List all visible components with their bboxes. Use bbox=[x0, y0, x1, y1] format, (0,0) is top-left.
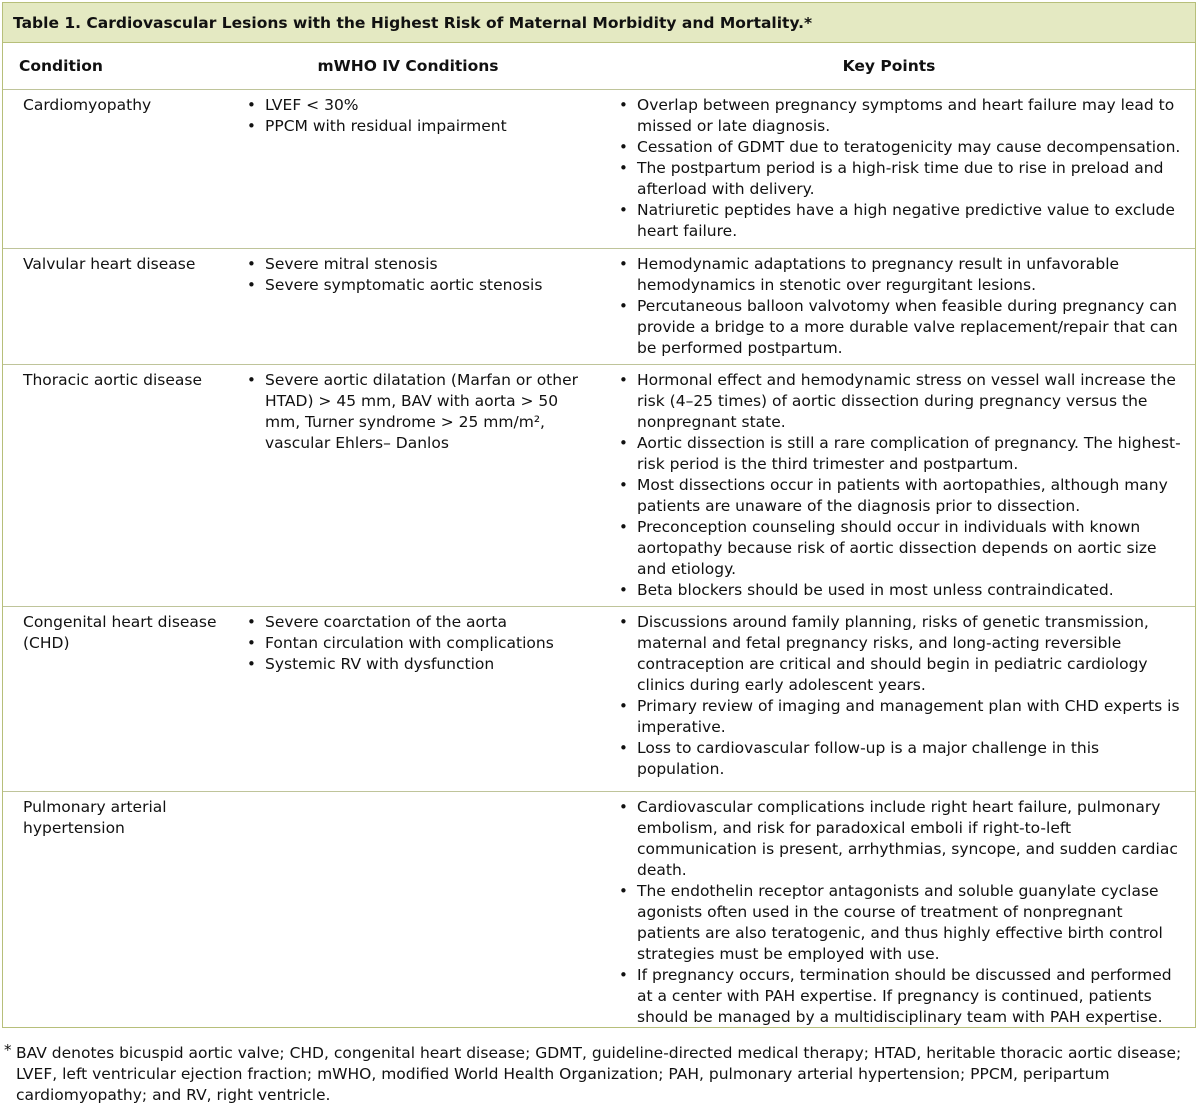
mwho-cell bbox=[233, 249, 603, 364]
table-title: Table 1. Cardiovascular Lesions with the Highest Risk of Maternal Morbidity and Mortality.* bbox=[3, 3, 1195, 43]
header-mwho: mWHO IV Conditions bbox=[317, 57, 499, 75]
list-item: • Most dissections occur in patients with aortopathies, although many patients are unaware of the diagnosis prior to dissection. bbox=[619, 475, 1181, 517]
list-item: • Discussions around family planning, risks of genetic transmission, maternal and fetal pregnancy risks, and long-acting reversible contraception are critical and should begin in pediatric cardiology clinics during early adolescent years. bbox=[619, 612, 1181, 696]
list-item: • Systemic RV with dysfunction bbox=[247, 654, 593, 675]
mwho-cell bbox=[233, 607, 603, 791]
footnote-mark: * bbox=[4, 1041, 12, 1059]
key-points-cell bbox=[603, 90, 1195, 248]
list-item: • Severe aortic dilatation (Marfan or other HTAD) > 45 mm, BAV with aorta > 50 mm, Turner syndrome > 25 mm/m², vascular Ehlers– Danlos bbox=[247, 370, 593, 454]
key-points-cell bbox=[603, 365, 1195, 606]
list-item: • Severe coarctation of the aorta bbox=[247, 612, 593, 633]
footnote-text: BAV denotes bicuspid aortic valve; CHD, congenital heart disease; GDMT, guideline-directed medical therapy; HTAD, heritable thoracic aortic disease; LVEF, left ventricular ejection fraction; mWHO, modified World Health Organization; PAH, pulmonary arterial hypertension; PPCM, peripartum cardiomyopathy; and RV, right ventricle. bbox=[16, 1044, 1182, 1104]
key-points-cell bbox=[603, 792, 1195, 1026]
condition-cell: Congenital heart disease (CHD) bbox=[23, 613, 217, 652]
header-key-points: Key Points bbox=[842, 57, 936, 75]
condition-cell: Cardiomyopathy bbox=[23, 96, 152, 114]
list-item: • If pregnancy occurs, termination should be discussed and performed at a center with PAH expertise. If pregnancy is continued, patients should be managed by a multidisciplinary team with PAH expertise. bbox=[619, 965, 1181, 1028]
header-condition: Condition bbox=[19, 57, 103, 75]
list-item: • Preconception counseling should occur in individuals with known aortopathy because risk of aortic dissection depends on aortic size and etiology. bbox=[619, 517, 1181, 580]
list-item: • Cardiovascular complications include right heart failure, pulmonary embolism, and risk for paradoxical emboli if right-to-left communication is present, arrhythmias, syncope, and sudden cardiac death. bbox=[619, 797, 1181, 881]
condition-cell: Thoracic aortic disease bbox=[23, 371, 202, 389]
mwho-cell bbox=[233, 792, 603, 1026]
mwho-cell bbox=[233, 90, 603, 248]
list-item: • Severe symptomatic aortic stenosis bbox=[247, 275, 593, 296]
table-header-row bbox=[3, 43, 1195, 90]
list-item: • Primary review of imaging and management plan with CHD experts is imperative. bbox=[619, 696, 1181, 738]
list-item: • Hormonal effect and hemodynamic stress on vessel wall increase the risk (4–25 times) of aortic dissection during pregnancy versus the nonpregnant state. bbox=[619, 370, 1181, 433]
table-row bbox=[3, 792, 1195, 1026]
list-item: • Severe mitral stenosis bbox=[247, 254, 593, 275]
list-item: • Natriuretic peptides have a high negative predictive value to exclude heart failure. bbox=[619, 200, 1181, 242]
list-item: • The postpartum period is a high-risk time due to rise in preload and afterload with delivery. bbox=[619, 158, 1181, 200]
list-item: • Beta blockers should be used in most unless contraindicated. bbox=[619, 580, 1181, 601]
list-item: • LVEF < 30% bbox=[247, 95, 593, 116]
key-points-cell bbox=[603, 607, 1195, 791]
list-item: • Cessation of GDMT due to teratogenicity may cause decompensation. bbox=[619, 137, 1181, 158]
table-footnote bbox=[4, 1043, 1194, 1106]
list-item: • Overlap between pregnancy symptoms and heart failure may lead to missed or late diagnosis. bbox=[619, 95, 1181, 137]
list-item: • Percutaneous balloon valvotomy when feasible during pregnancy can provide a bridge to a more durable valve replacement/repair that can be performed postpartum. bbox=[619, 296, 1181, 359]
key-points-cell bbox=[603, 249, 1195, 364]
list-item: • The endothelin receptor antagonists and soluble guanylate cyclase agonists often used in the course of treatment of nonpregnant patients are also teratogenic, and thus highly effective birth control strategies must be employed with use. bbox=[619, 881, 1181, 965]
table-row bbox=[3, 90, 1195, 249]
table-row bbox=[3, 365, 1195, 607]
list-item: • Aortic dissection is still a rare complication of pregnancy. The highest-risk period is the third trimester and postpartum. bbox=[619, 433, 1181, 475]
list-item: • PPCM with residual impairment bbox=[247, 116, 593, 137]
condition-cell: Pulmonary arterial hypertension bbox=[23, 798, 167, 837]
table-frame bbox=[2, 2, 1196, 1028]
list-item: • Hemodynamic adaptations to pregnancy result in unfavorable hemodynamics in stenotic over regurgitant lesions. bbox=[619, 254, 1181, 296]
table-row bbox=[3, 607, 1195, 792]
mwho-cell bbox=[233, 365, 603, 606]
list-item: • Fontan circulation with complications bbox=[247, 633, 593, 654]
condition-cell: Valvular heart disease bbox=[23, 255, 196, 273]
table-row bbox=[3, 249, 1195, 365]
list-item: • Loss to cardiovascular follow-up is a major challenge in this population. bbox=[619, 738, 1181, 780]
